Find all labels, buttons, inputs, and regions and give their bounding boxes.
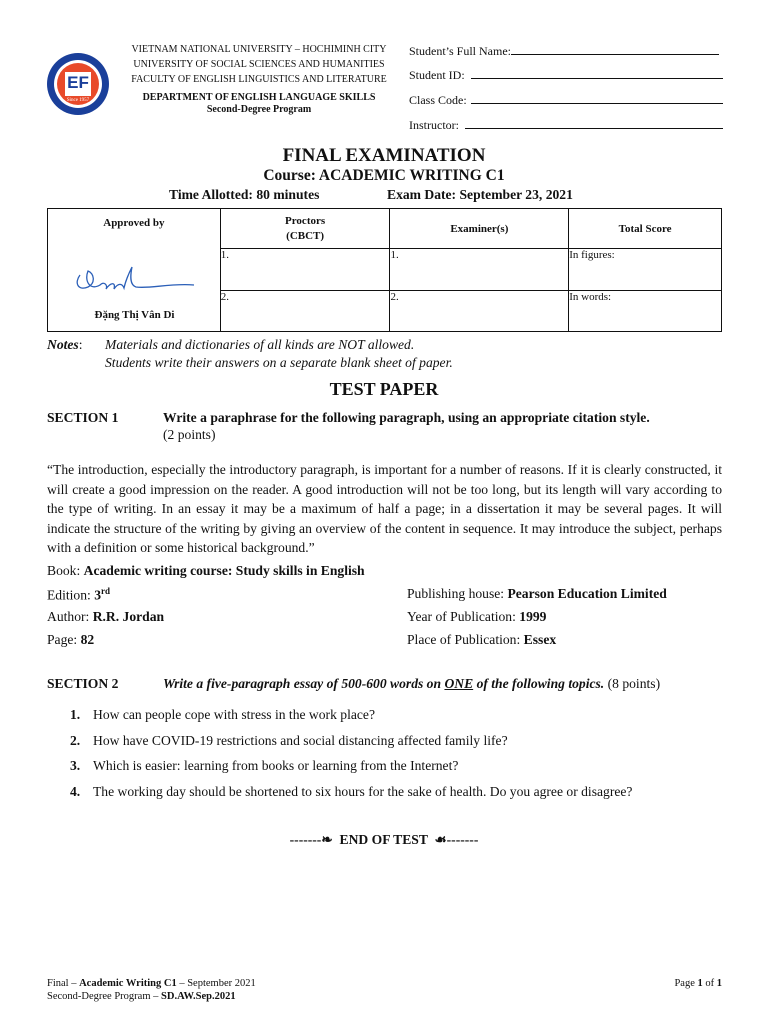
institution-line-1: VIETNAM NATIONAL UNIVERSITY – HOCHIMINH CITY <box>131 44 387 55</box>
proctor-2-cell[interactable]: 2. <box>220 291 390 332</box>
institution-line-3: FACULTY OF ENGLISH LINGUISTICS AND LITERATURE <box>131 74 387 85</box>
section2-instruction: Write a five-paragraph essay of 500-600 words on ONE of the following topics. (8 points) <box>163 676 661 691</box>
page-number: Page 1 of 1 <box>674 978 722 989</box>
approval-score-table <box>47 208 722 332</box>
student-id-label: Student ID: <box>409 68 465 82</box>
page-line: Page: 82 <box>47 632 95 647</box>
logo-letters: EF <box>67 73 89 92</box>
instructor-label: Instructor: <box>409 118 459 132</box>
institution-line-2: UNIVERSITY OF SOCIAL SCIENCES AND HUMANITIES <box>133 59 385 70</box>
ornament-right-icon: ☙ <box>434 832 447 847</box>
score-words-cell[interactable]: In words: <box>569 291 722 332</box>
topic-item: 4. The working day should be shortened to six hours for the sake of health. Do you agree or disagree? <box>70 783 633 799</box>
faculty-logo <box>46 52 110 116</box>
proctor-1-cell[interactable]: 1. <box>220 249 390 291</box>
signature <box>70 261 200 301</box>
department-name: DEPARTMENT OF ENGLISH LANGUAGE SKILLS <box>142 92 376 103</box>
section1-points: (2 points) <box>163 427 216 442</box>
notes-line-1: Materials and dictionaries of all kinds are NOT allowed. <box>105 337 415 352</box>
book-line: Book: Academic writing course: Study skills in English <box>47 563 365 578</box>
program-name: Second-Degree Program <box>206 104 312 115</box>
author-line: Author: R.R. Jordan <box>47 609 165 624</box>
class-code-field[interactable] <box>409 93 727 108</box>
section1-instruction: Write a paraphrase for the following paragraph, using an appropriate citation style. <box>163 410 650 425</box>
footer-line-1: Final – Academic Writing C1 – September 2021 <box>47 978 256 989</box>
edition-line: Edition: 3rd <box>47 586 111 603</box>
ornament-left-icon: ❧ <box>321 832 333 847</box>
year-line: Year of Publication: 1999 <box>407 609 547 624</box>
source-quote: “The introduction, especially the introductory paragraph, is important for a number of reasons. If it is clearly constructed, it will create a good impression on the reader. A good introduction will not be too long, but its length will vary according to the type of writing. In an essay it may be a maximum of half a page; in a dissertation it may be several pages. It will indicate the structure of the writing by giving an overview of the content in sequence. It may introduce the subject, perhaps with a definition or some historical background.” <box>47 462 722 556</box>
institution-block <box>118 42 400 116</box>
place-line: Place of Publication: Essex <box>407 632 557 647</box>
course-title: Course: ACADEMIC WRITING C1 <box>263 167 505 184</box>
notes-line-2: Students write their answers on a separate blank sheet of paper. <box>105 355 453 370</box>
exam-date: Exam Date: September 23, 2021 <box>387 187 573 202</box>
instructor-field[interactable] <box>409 118 727 133</box>
approver-name: Đặng Thị Vân Di <box>94 309 175 321</box>
footer-line-2: Second-Degree Program – SD.AW.Sep.2021 <box>47 991 236 1002</box>
total-score-header: Total Score <box>569 209 722 249</box>
examiner-1-cell[interactable]: 1. <box>390 249 569 291</box>
score-figures-cell[interactable]: In figures: <box>569 249 722 291</box>
end-of-test: -------❧ END OF TEST ☙------- <box>289 832 479 847</box>
publisher-line: Publishing house: Pearson Education Limited <box>407 586 667 601</box>
proctors-header <box>220 209 390 249</box>
footer-left <box>47 977 256 1003</box>
class-code-label: Class Code: <box>409 93 467 107</box>
approved-by-label: Approved by <box>103 217 165 229</box>
proctors-label: Proctors <box>285 215 326 227</box>
student-id-field[interactable] <box>409 68 727 83</box>
student-name-field[interactable] <box>409 44 727 59</box>
exam-title: FINAL EXAMINATION <box>282 145 486 166</box>
time-allotted: Time Allotted: 80 minutes <box>169 187 320 202</box>
proctors-sublabel: (CBCT) <box>286 230 325 242</box>
topic-list <box>47 707 727 809</box>
topic-item: 1. How can people cope with stress in the work place? <box>70 707 375 722</box>
notes-label: Notes: <box>47 337 83 352</box>
topic-item: 2. How have COVID-19 restrictions and social distancing affected family life? <box>70 732 508 748</box>
logo-since: Since 1957 <box>66 98 90 103</box>
topic-item: 3. Which is easier: learning from books or learning from the Internet? <box>70 758 459 773</box>
section1-label: SECTION 1 <box>47 410 119 425</box>
section2-label: SECTION 2 <box>47 676 119 691</box>
approved-by-cell <box>48 209 221 332</box>
test-paper-heading: TEST PAPER <box>329 379 439 399</box>
examiners-header: Examiner(s) <box>390 209 569 249</box>
student-name-label: Student’s Full Name: <box>409 44 511 58</box>
examiner-2-cell[interactable]: 2. <box>390 291 569 332</box>
